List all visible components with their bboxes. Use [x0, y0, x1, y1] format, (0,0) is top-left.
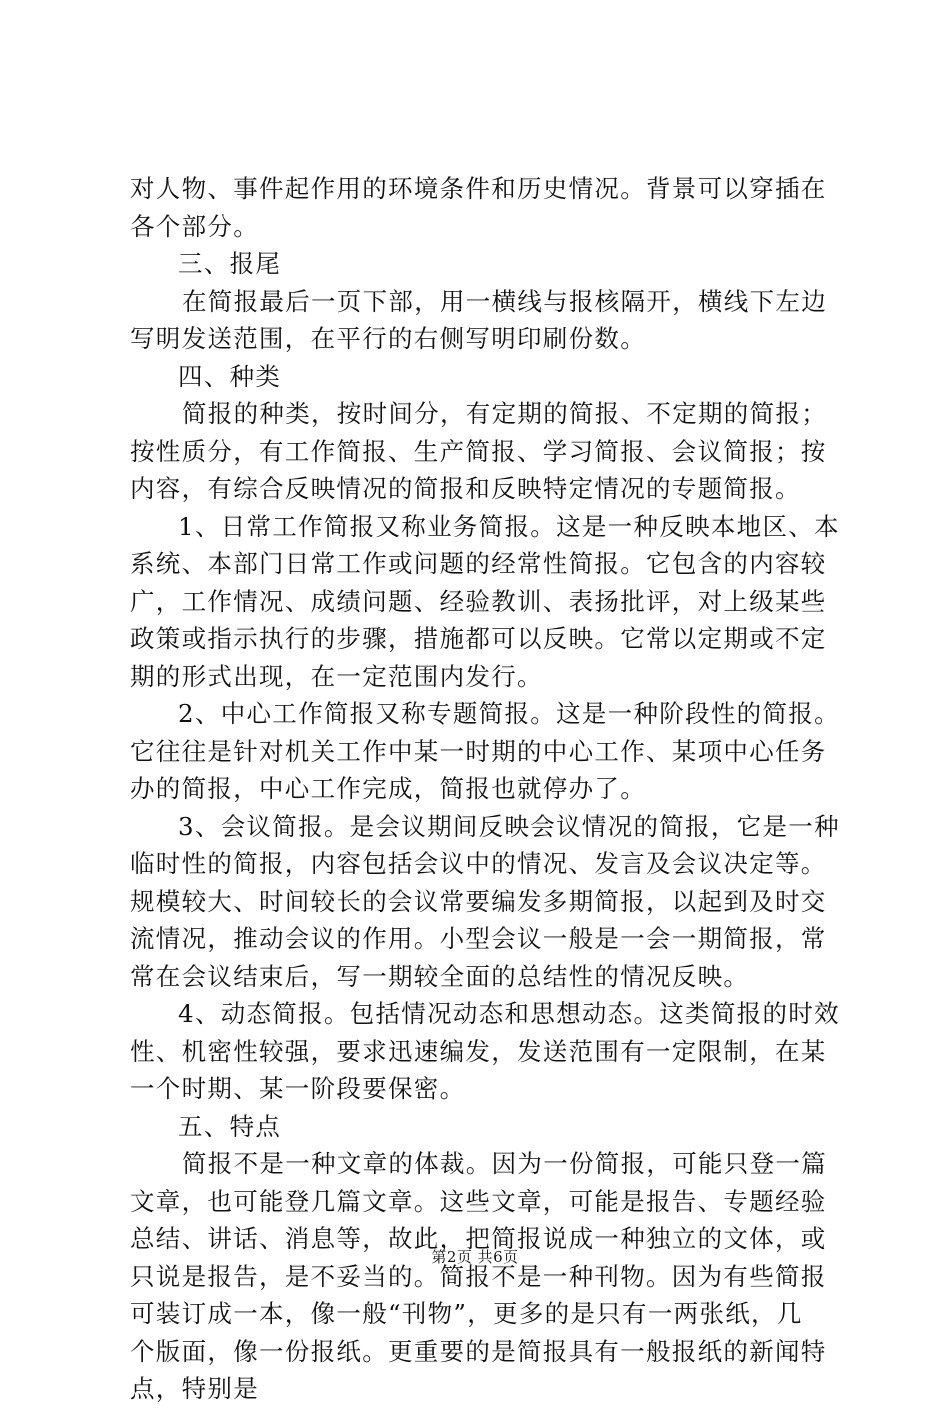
text-line: 在简报最后一页下部，用一横线与报核隔开，横线下左边	[182, 286, 827, 316]
text-line: 1、日常工作简报又称业务简报。这是一种反映本地区、本	[178, 511, 840, 541]
text-line: 一个时期、某一阶段要保密。	[130, 1074, 466, 1103]
text-line: 办的简报，中心工作完成，简报也就停办了。	[130, 774, 646, 803]
text-line: 简报的种类，按时间分，有定期的简报、不定期的简报；	[182, 399, 827, 428]
text-line: 个版面，像一份报纸。更重要的是简报具有一般报纸的新闻特	[130, 1336, 827, 1366]
text-line: 性、机密性较强，要求迅速编发，发送范围有一定限制，在某	[130, 1036, 827, 1066]
text-line: 流情况，推动会议的作用。小型会议一般是一会一期简报，常	[130, 924, 827, 953]
text-line: 内容，有综合反映情况的简报和反映特定情况的专题简报。	[130, 474, 801, 503]
document-body	[130, 170, 840, 1408]
page-footer: 第2页 共6页	[431, 1248, 519, 1266]
text-line: 4、动态简报。包括情况动态和思想动态。这类简报的时效	[178, 999, 840, 1028]
text-line: 四、种类	[178, 361, 282, 391]
text-line: 常在会议结束后，写一期较全面的总结性的情况反映。	[130, 961, 750, 991]
text-line: 规模较大、时间较长的会议常要编发多期简报，以起到及时交	[130, 886, 827, 916]
text-line: 它往往是针对机关工作中某一时期的中心工作、某项中心任务	[130, 736, 827, 766]
text-line: 总结、讲话、消息等，故此，把简报说成一种独立的文体，或	[130, 1224, 827, 1253]
text-line: 2、中心工作简报又称专题简报。这是一种阶段性的简报。	[178, 699, 840, 728]
text-line: 广，工作情况、成绩问题、经验教训、表扬批评，对上级某些	[130, 586, 827, 616]
text-line: 对人物、事件起作用的环境条件和历史情况。背景可以穿插在	[130, 174, 827, 203]
text-line: 点，特别是	[130, 1374, 259, 1403]
text-line: 期的形式出现，在一定范围内发行。	[130, 661, 543, 691]
text-line: 政策或指示执行的步骤，措施都可以反映。它常以定期或不定	[130, 624, 827, 653]
text-line: 五、特点	[178, 1111, 282, 1141]
text-line: 3、会议简报。是会议期间反映会议情况的简报，它是一种	[178, 811, 840, 841]
text-line: 各个部分。	[130, 211, 259, 241]
text-line: 可装订成一本，像一般“刊物”，更多的是只有一两张纸，几	[130, 1299, 803, 1328]
text-line: 简报不是一种文章的体裁。因为一份简报，可能只登一篇	[182, 1149, 827, 1178]
text-line: 临时性的简报，内容包括会议中的情况、发言及会议决定等。	[130, 849, 827, 878]
text-line: 按性质分，有工作简报、生产简报、学习简报、会议简报；按	[130, 436, 827, 466]
text-line: 三、报尾	[178, 249, 282, 278]
text-line: 写明发送范围，在平行的右侧写明印刷份数。	[130, 324, 646, 353]
text-line: 文章，也可能登几篇文章。这些文章，可能是报告、专题经验	[130, 1186, 827, 1216]
text-line: 系统、本部门日常工作或问题的经常性简报。它包含的内容较	[130, 549, 827, 578]
text-line: 只说是报告，是不妥当的。简报不是一种刊物。因为有些简报	[130, 1261, 827, 1291]
